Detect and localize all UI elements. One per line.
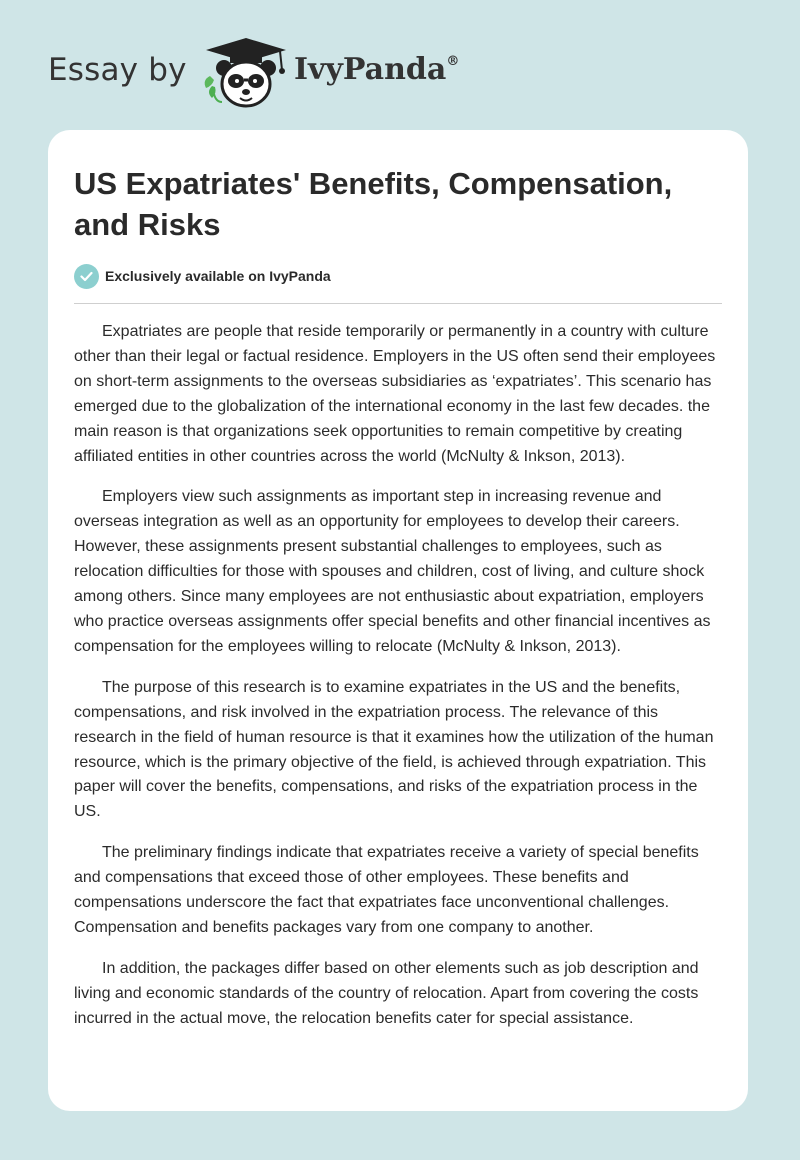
badge-text: Exclusively available on IvyPanda [105, 268, 331, 284]
registered-mark: ® [446, 54, 460, 69]
paragraph-4: The preliminary findings indicate that expatriates receive a variety of special benefits and compensations that exceed those of other employees. These benefits and compensations underscore the fact that expatriates face unconventional challenges. Compensation and benefits packages vary from one company to another. [74, 844, 699, 936]
paragraph-2: Employers view such assignments as important step in increasing revenue and overseas integration as well as an opportunity for employees to develop their careers. However, these assignments present substantial challenges to employees, such as relocation difficulties for those with spouses and children, cost of living, and culture shock among others. Since many employees are not enthusiastic about expatriation, employers who practice overseas assignments offer special benefits and other financial incentives as compensation for the employees willing to relocate (McNulty & Inkson, 2013). [74, 488, 711, 655]
exclusive-badge [74, 263, 331, 289]
brand-prefix: Essay by [48, 52, 187, 88]
panda-graduate-icon[interactable] [200, 36, 292, 110]
paragraph-1: Expatriates are people that reside temporarily or permanently in a country with culture other than their legal or factual residence. Employers in the US often send their employees on short-term assignments to the overseas subsidiaries as ‘expatriates’. This scenario has emerged due to the globalization of the international economy in the last few decades. the main reason is that organizations seek opportunities to remain competitive by creating affiliated entities in other countries across the world (McNulty & Inkson, 2013). [74, 323, 716, 465]
divider [74, 303, 722, 304]
paragraph-5: In addition, the packages differ based on other elements such as job description and living and economic standards of the country of relocation. Apart from covering the costs incurred in the actual move, the relocation benefits cater for special assistance. [74, 959, 699, 1027]
paragraph-3: The purpose of this research is to examine expatriates in the US and the benefits, compensations, and risk involved in the expatriation process. The relevance of this research in the field of human resource is that it examines how the utilization of the human resource, which is the primary objective of the field, is achieved through expatriation. This paper will cover the benefits, compensations, and risks of the expatriation process in the US. [74, 678, 714, 821]
site-header [0, 0, 800, 130]
essay-title: US Expatriates' Benefits, Compensation, and Risks [74, 166, 673, 242]
essay-card [48, 130, 748, 1111]
brand-name[interactable]: IvyPanda® [294, 52, 460, 87]
essay-body [74, 320, 724, 1048]
check-circle-icon [74, 264, 99, 289]
